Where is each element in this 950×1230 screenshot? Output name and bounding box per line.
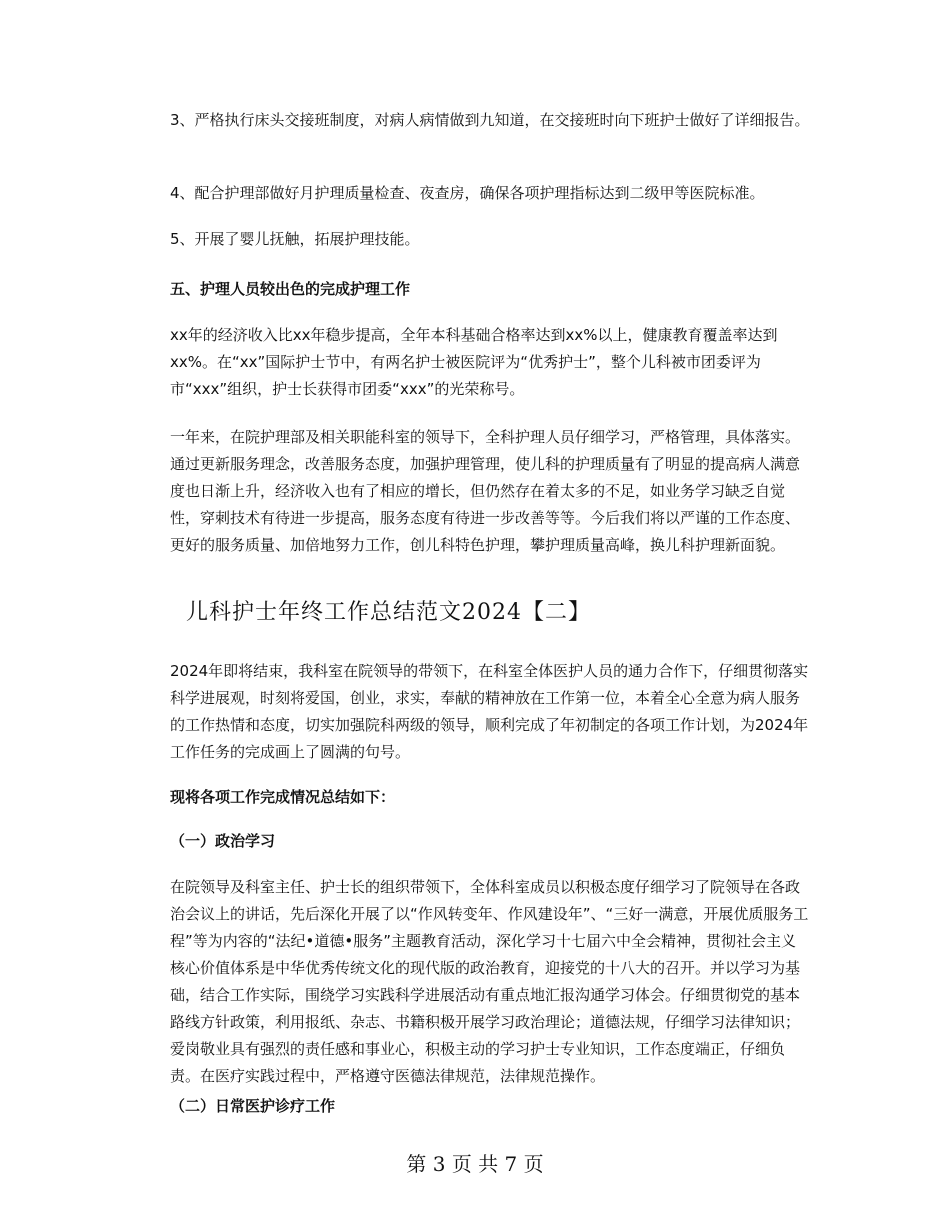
page-number-footer: 第 3 页 共 7 页: [406, 1152, 544, 1176]
paragraph-politics: 在院领导及科室主任、护士长的组织带领下，全体科室成员以积极态度仔细学习了院领导在各政治会议上的讲话，先后深化开展了以“作风转变年、作风建设年”、“三好一满意，开展优质服务工程”等为内容的“法纪•道德•服务”主题教育活动，深化学习十七届六中全会精神，贯彻社会主义核心价值体系是中华优秀传统文化的现代版的政治教育，迎接党的十八大的召开。并以学习为基础，结合工作实际，围绕学习实践科学进展活动有重点地汇报沟通学习体会。仔细贯彻党的基本路线方针政策，利用报纸、杂志、书籍积极开展学习政治理论；道德法规，仔细学习法律知识；爱岗敬业具有强烈的责任感和事业心，积极主动的学习护士专业知识，工作态度端正，仔细负责。在医疗实践过程中，严格遵守医德法律规范，法律规范操作。: [170, 878, 809, 1085]
section-title: 儿科护士年终工作总结范文2024【二】: [186, 600, 591, 625]
list-item-3: 3、严格执行床头交接班制度，对病人病情做到九知道，在交接班时向下班护士做好了详细报告。: [170, 111, 810, 129]
list-item-5: 5、开展了婴儿抚触，拓展护理技能。: [170, 230, 420, 248]
subheading-daily-work: （二）日常医护诊疗工作: [170, 1097, 336, 1115]
paragraph-intro: 2024年即将结束，我科室在院领导的带领下，在科室全体医护人员的通力合作下，仔细贯彻落实科学进展观，时刻将爱国，创业，求实，奉献的精神放在工作第一位，本着全心全意为病人服务的工作热情和态度，切实加强院科两级的领导，顺利完成了年初制定的各项工作计划，为2024年工作任务的完成画上了圆满的句号。: [170, 662, 809, 761]
section-heading-5: 五、护理人员较出色的完成护理工作: [170, 280, 411, 298]
summary-heading: 现将各项工作完成情况总结如下：: [170, 788, 396, 806]
paragraph-year-review: 一年来，在院护理部及相关职能科室的领导下，全科护理人员仔细学习，严格管理，具体落实。通过更新服务理念，改善服务态度，加强护理管理，使儿科的护理质量有了明显的提高病人满意度也日渐上升，经济收入也有了相应的增长，但仍然存在着太多的不足，如业务学习缺乏自觉性，穿刺技术有待进一步提高，服务态度有待进一步改善等等。今后我们将以严谨的工作态度、更好的服务质量、加倍地努力工作，创儿科特色护理，攀护理质量高峰，换儿科护理新面貌。: [170, 428, 801, 554]
subheading-politics: （一）政治学习: [170, 832, 276, 850]
paragraph-achievements: xx年的经济收入比xx年稳步提高，全年本科基础合格率达到xx%以上，健康教育覆盖率达到xx%。在“xx”国际护士节中，有两名护士被医院评为“优秀护士”，整个儿科被市团委评为市“xxx”组织，护士长获得市团委“xxx”的光荣称号。: [170, 326, 778, 398]
list-item-4: 4、配合护理部做好月护理质量检查、夜查房，确保各项护理指标达到二级甲等医院标准。: [170, 184, 765, 202]
